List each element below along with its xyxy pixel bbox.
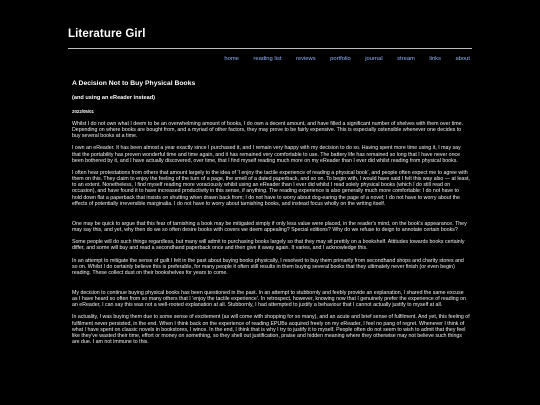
post-paragraph: Some people will do such things regardless, but many will admit to purchasing books largely so that they may sit prettily on a bookshelf. Attitudes towards books certainly differ, and some will buy and read a secondhand paperback once and then give it away again. It varies, and I acknowledge this. [72, 239, 465, 252]
nav-home[interactable]: home [224, 56, 239, 62]
post-paragraph: In actuality, I was buying them due to some sense of excitement (as will come with shopping for so many), and an acute and brief sense of fulfilment. And yet, this feeling of fulfilment never persisted, in the end. When I think back on the experience of reading EPUBs acquired freely on my eReader, I feel no pang of regret. Whenever I think of what I have spent on classic novels in bookstores, I wince. In the end, I think that is why I try to justify it to myself. People often do not seem to wish to admit that they feel like they've wasted their time, effort or money on something, so they shell out justification, praise and hidden meaning where they otherwise may not believe such things are due. I am not immune to this. [72, 314, 470, 346]
nav-links[interactable]: links [429, 56, 441, 62]
header-divider [68, 48, 472, 49]
nav-stream[interactable]: stream [397, 56, 415, 62]
nav-reviews[interactable]: reviews [295, 56, 316, 62]
site-title[interactable]: Literature Girl [68, 28, 146, 40]
post-subtitle: (and using an eReader instead) [72, 95, 155, 101]
post-paragraph: In an attempt to mitigate the sense of guilt I felt in the past about buying books physically, I resolved to buy them primarily from secondhand shops and charity stores and so on. Whilst I do certainly believe this is preferable, for many people it often still results in them buying several books that they ultimately never finish (or even begin) reading. These collect dust on their bookshelves for years to come. [72, 257, 464, 276]
post-paragraph: I often hear protestations from others that amount largely to the idea of 'I enjoy the tactile experience of reading a physical book', and people often expect me to agree with them on this. They claim to enjoy the feeling of the turn of a page, the smell of a dated paperback, and so on. To begin with, I would have said I felt this way also — at least, to an extent. Nonetheless, I find myself reading more voraciously whilst using an eReader than I ever did whilst I read solely physical books (which I do still read on occasion), and have found it to have increased productivity in this sense, if anything. The reading experience is also generally much more comfortable: I do not have to hold down flat a paperback that insists on shutting when drawn back from; I do not have to worry about dog-earing the page of a novel; I do not have to worry about the effects of potentially irreversible marginalia. I do not have to worry about tarnishing books, and instead focus wholly on the writing itself. [72, 169, 470, 207]
post-paragraph: Whilst I do not own what I deem to be an overwhelming amount of books, I do own a decent amount, and have filled a significant number of shelves with them over time. Depending on where books are bought from, and a myriad of other factors, they may prove to be fairly expensive. This is especially ostensible whenever one decides to buy several books at a time. [72, 121, 464, 140]
nav-journal[interactable]: journal [365, 56, 383, 62]
main-nav [210, 56, 470, 62]
post-title: A Decision Not to Buy Physical Books [72, 80, 196, 87]
post-date: 2022/05/01 [72, 109, 94, 114]
post-paragraph: One may be quick to argue that this fear of tarnishing a book may be mitigated simply if only less value were placed, in the reader's mind, on the book's appearance. They may say this, and yet, why then do we so often desire books with covers we deem appealing? Special editions? Why do we refuse to deign to annotate certain books? [72, 220, 467, 234]
nav-portfolio[interactable]: portfolio [330, 56, 351, 62]
post-article [72, 80, 470, 345]
post-paragraph: I own an eReader. It has been almost a year exactly since I purchased it, and I remain very happy with my decision to do so. Having spent more time using it, I may say that the portability has proven wonderful time and time again, and it has remained very comfortable to use. The battery life has remained so long that I have never once been bothered by it, and I have actually discovered, over time, that I find myself reading much more on my eReader than I ever did whilst reading from physical books. [72, 145, 461, 164]
post-paragraph: My decision to continue buying physical books has been questioned in the past. In an attempt to stubbornly and feebly provide an explanation, I shared the same excuse as I have heard so often from so many others that I 'enjoy the tactile experience'. In retrospect, however, knowing now that I genuinely prefer the experience of reading on an eReader, I can say this was not a well-rooted explanation at all. Stubbornly, I had attempted to justify a behaviour that I cannot actually justify to myself at all. [72, 289, 466, 309]
nav-about[interactable]: about [455, 56, 470, 62]
nav-reading-list[interactable]: reading list [253, 56, 282, 62]
